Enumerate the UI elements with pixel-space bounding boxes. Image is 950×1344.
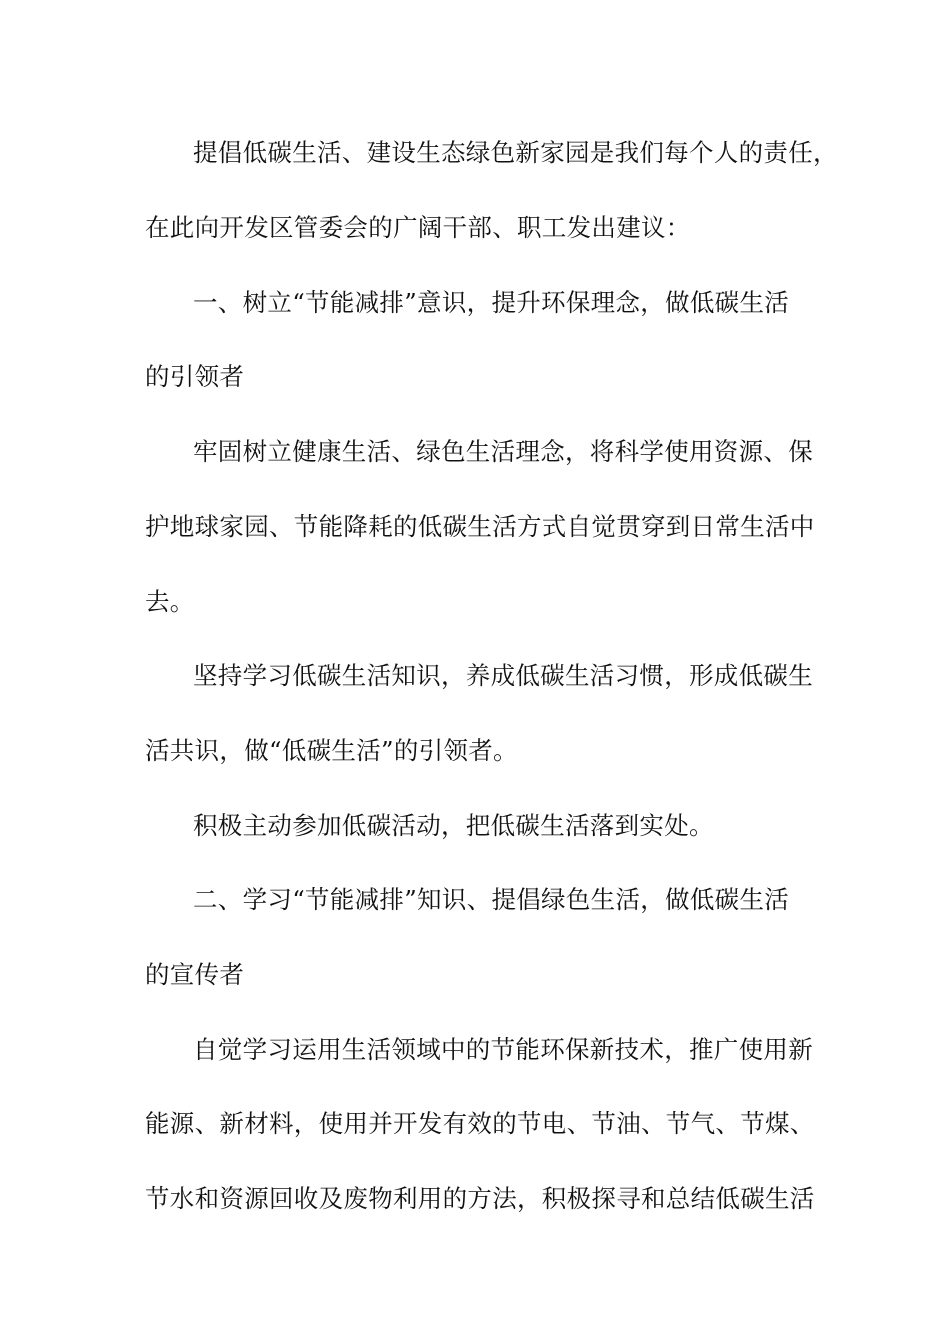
paragraph-line-1: 提倡低碳生活、建设生态绿色新家园是我们每个人的责任， — [193, 138, 838, 167]
paragraph-line-6: 坚持学习低碳生活知识，养成低碳生活习惯，形成低碳生 — [193, 661, 813, 690]
paragraph-line-8: 积极主动参加低碳活动，把低碳生活落到实处。 — [193, 811, 714, 840]
paragraph-line-9: 自觉学习运用生活领域中的节能环保新技术，推广使用新 — [193, 1035, 813, 1064]
paragraph-line-4: 护地球家园、节能降耗的低碳生活方式自觉贯穿到日常生活中 — [145, 512, 815, 541]
section-heading-1-line-2: 的引领者 — [145, 362, 245, 391]
paragraph-line-3: 牢固树立健康生活、绿色生活理念，将科学使用资源、保 — [193, 437, 813, 466]
section-heading-1-line-1: 一、树立“节能减排”意识，提升环保理念，做低碳生活 — [193, 288, 790, 317]
paragraph-line-5: 去。 — [145, 587, 195, 616]
paragraph-line-7: 活共识，做“低碳生活”的引领者。 — [145, 736, 518, 765]
section-heading-2-line-2: 的宣传者 — [145, 960, 245, 989]
paragraph-line-11: 节水和资源回收及废物利用的方法，积极探寻和总结低碳生活 — [145, 1184, 815, 1213]
section-heading-2-line-1: 二、学习“节能减排”知识、提倡绿色生活，做低碳生活 — [193, 885, 790, 914]
paragraph-line-2: 在此向开发区管委会的广阔干部、职工发出建议： — [145, 213, 691, 242]
paragraph-line-10: 能源、新材料，使用并开发有效的节电、节油、节气、节煤、 — [145, 1109, 815, 1138]
